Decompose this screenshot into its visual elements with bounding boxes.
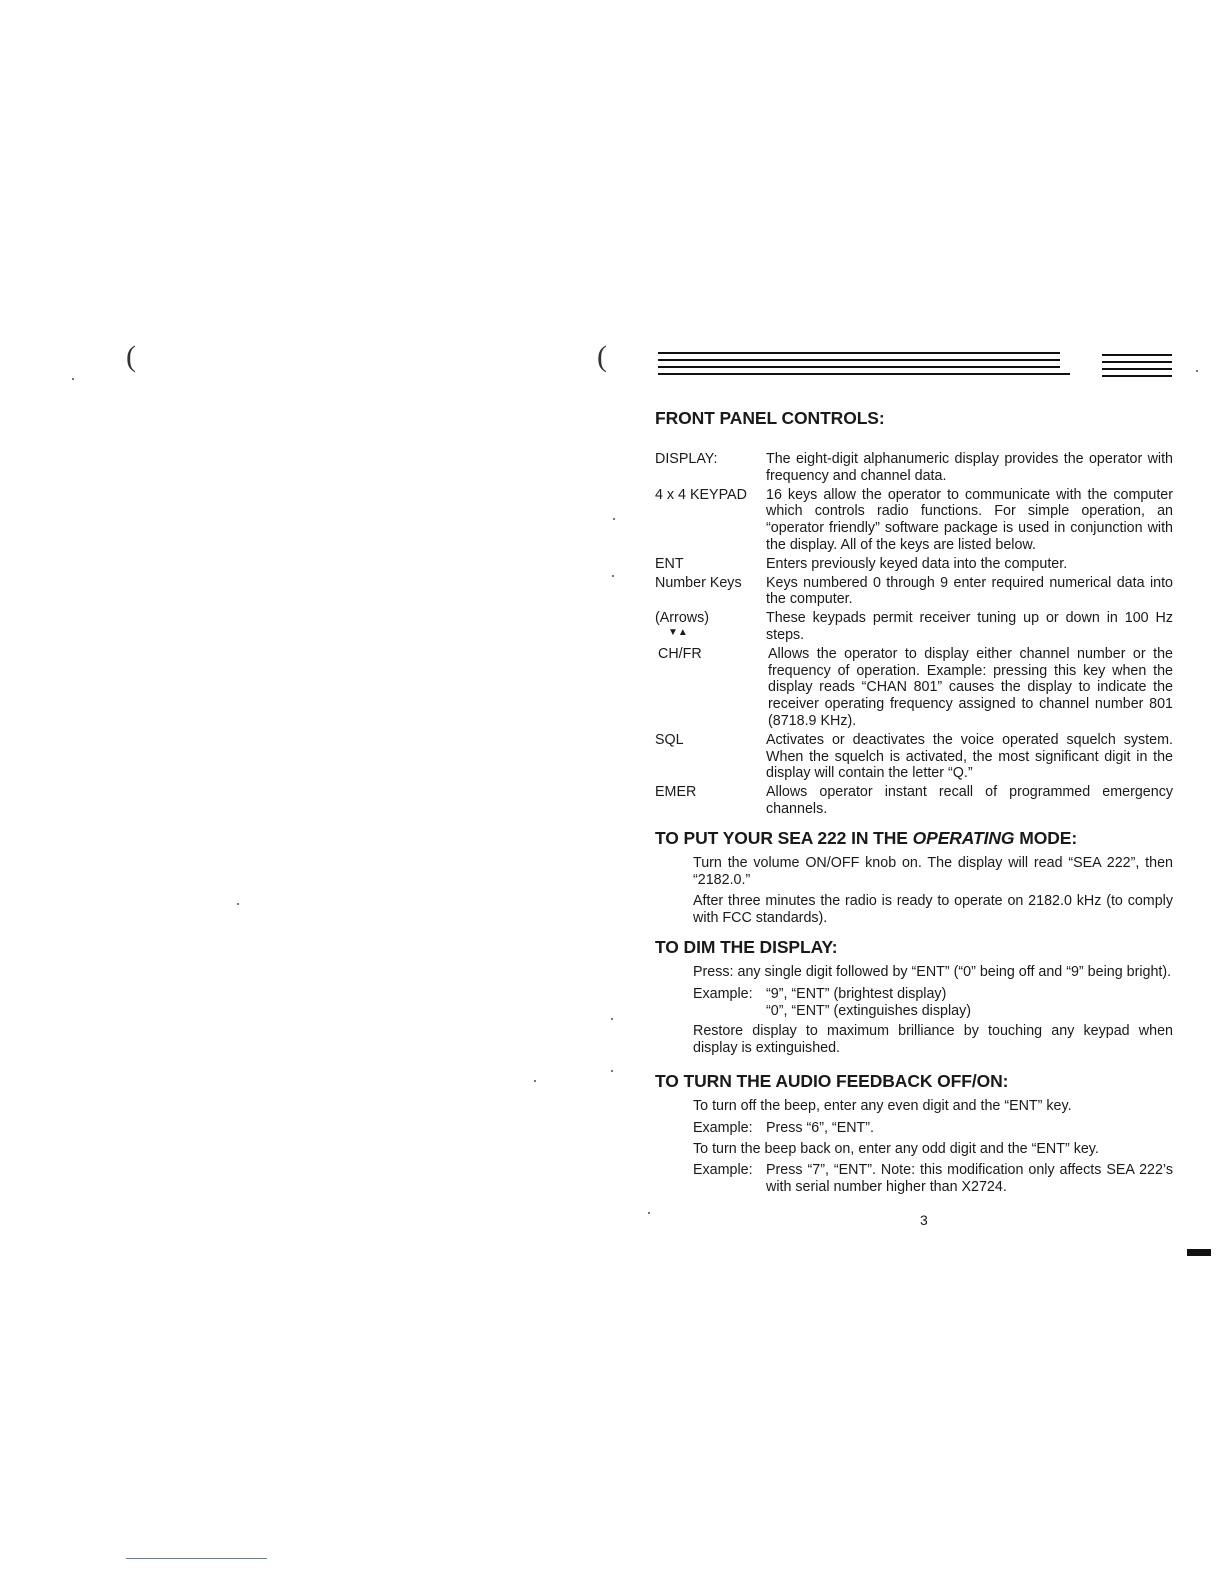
- audio-paragraph: To turn the beep back on, enter any odd digit and the “ENT” key.: [693, 1140, 1099, 1157]
- control-label: DISPLAY:: [655, 451, 718, 467]
- example-label: Example:: [693, 985, 753, 1002]
- control-row: [655, 610, 1173, 644]
- audio-feedback-heading: TO TURN THE AUDIO FEEDBACK OFF/ON:: [655, 1070, 1009, 1091]
- page-content: [655, 408, 1173, 1200]
- dim-paragraph: Restore display to maximum brilliance by touching any keypad when display is extinguished.: [693, 1023, 1173, 1057]
- control-row: [655, 487, 1173, 554]
- control-label: CH/FR: [658, 645, 702, 662]
- dim-example: [693, 986, 1173, 1020]
- control-description: Enters previously keyed data into the computer.: [766, 555, 1068, 572]
- operating-mode-heading: TO PUT YOUR SEA 222 IN THE OPERATING MODE:: [655, 827, 1078, 848]
- control-label: (Arrows): [655, 610, 710, 627]
- audio-example: [693, 1120, 1173, 1137]
- scan-speck: [648, 1212, 650, 1214]
- control-row: [655, 556, 1173, 573]
- operating-paragraph: After three minutes the radio is ready to operate on 2182.0 kHz (to comply with FCC standards).: [693, 893, 1173, 927]
- control-description: Activates or deactivates the voice operated squelch system. When the squelch is activated, the most significant digit in the display will contain the letter “Q.”: [766, 731, 1173, 782]
- scan-speck: [611, 1070, 613, 1072]
- scan-speck: [611, 1018, 613, 1020]
- bottom-rule: [126, 1558, 267, 1559]
- control-label-arrows: [655, 610, 766, 644]
- example-value: “9”, “ENT” (brightest display) “0”, “ENT” (extinguishes display): [766, 985, 971, 1019]
- arrow-keys-icon: ▼▲: [668, 626, 688, 638]
- example-label: Example:: [693, 1119, 753, 1136]
- header-rules: [658, 352, 1178, 382]
- dim-paragraph: Press: any single digit followed by “ENT” (“0” being off and “9” being bright).: [693, 963, 1172, 980]
- audio-paragraph: To turn off the beep, enter any even digit and the “ENT” key.: [693, 1097, 1072, 1114]
- page-number: 3: [920, 1212, 928, 1228]
- control-description: Allows the operator to display either channel number or the frequency of operation. Example: pressing this key when the display reads “CHAN 801” causes the display to indicate the receiver operating frequency assigned to channel number 801 (8718.9 KHz).: [768, 645, 1173, 729]
- control-label: ENT: [655, 555, 684, 572]
- scan-paren-left: (: [126, 340, 136, 373]
- example-label: Example:: [693, 1162, 753, 1179]
- control-label: EMER: [655, 784, 697, 801]
- scan-paren-middle: (: [597, 340, 607, 373]
- audio-example: [693, 1162, 1173, 1196]
- front-panel-heading: FRONT PANEL CONTROLS:: [655, 408, 885, 428]
- control-row: [655, 784, 1173, 818]
- registration-mark: [1187, 1249, 1211, 1256]
- scan-speck: [72, 378, 74, 380]
- scan-speck: [237, 903, 239, 905]
- control-row: [655, 575, 1173, 609]
- control-row: [655, 732, 1173, 782]
- scan-speck: [1196, 370, 1198, 372]
- scan-speck: [534, 1080, 536, 1082]
- scan-speck: [613, 518, 615, 520]
- control-label: SQL: [655, 731, 684, 748]
- dim-display-heading: TO DIM THE DISPLAY:: [655, 936, 838, 957]
- control-description: Keys numbered 0 through 9 enter required numerical data into the computer.: [766, 574, 1173, 608]
- example-value: Press “7”, “ENT”. Note: this modification only affects SEA 222’s with serial number higher than X2724.: [766, 1162, 1173, 1196]
- control-row: [655, 646, 1173, 730]
- control-row: [655, 451, 1173, 485]
- example-value: Press “6”, “ENT”.: [766, 1119, 875, 1136]
- control-description: Allows operator instant recall of programmed emergency channels.: [766, 784, 1173, 817]
- operating-paragraph: Turn the volume ON/OFF knob on. The display will read “SEA 222”, then “2182.0.”: [693, 854, 1173, 888]
- control-label: 4 x 4 KEYPAD: [655, 486, 747, 503]
- scan-speck: [612, 575, 614, 577]
- control-description: 16 keys allow the operator to communicate with the computer which controls radio functions. For simple operation, an “operator friendly” software package is used in conjunction with the display. All of the keys are listed below.: [766, 486, 1173, 553]
- control-description: These keypads permit receiver tuning up or down in 100 Hz steps.: [766, 610, 1173, 643]
- control-description: The eight-digit alphanumeric display provides the operator with frequency and channel data.: [766, 451, 1173, 484]
- control-label: Number Keys: [655, 574, 742, 591]
